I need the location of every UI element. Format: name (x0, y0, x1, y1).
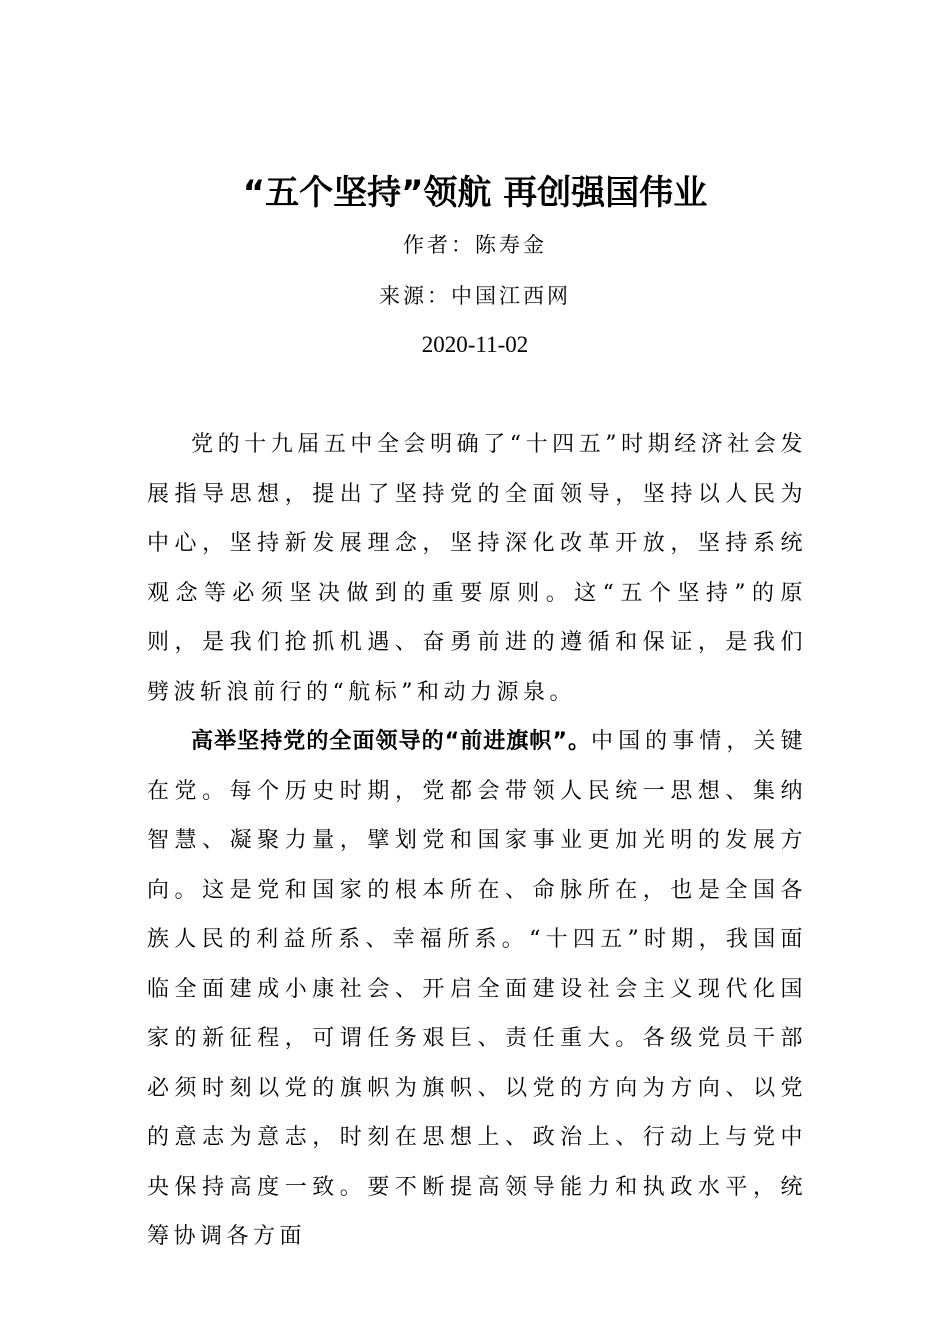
article-body (147, 420, 807, 1262)
paragraph-text: 党的十九届五中全会明确了“十四五”时期经济社会发展指导思想，提出了坚持党的全面领导，坚持以人民为中心，坚持新发展理念，坚持深化改革开放，坚持系统观念等必须坚决做到的重要原则。这“五个坚持”的原则，是我们抢抓机遇、奋勇前进的遵循和保证，是我们劈波斩浪前行的“航标”和动力源泉。 (147, 432, 807, 705)
article-source: 来源：中国江西网 (379, 284, 571, 308)
article-title: “五个坚持”领航 再创强国伟业 (242, 173, 708, 213)
paragraph-lead: 高举坚持党的全面领导的“前进旗帜”。 (191, 729, 592, 754)
paragraph-party-leadership (147, 717, 807, 1262)
paragraph-text: 中国的事情，关键在党。每个历史时期，党都会带领人民统一思想、集纳智慧、凝聚力量，擘划党和国家事业更加光明的发展方向。这是党和国家的根本所在、命脉所在，也是全国各族人民的利益所系、幸福所系。“十四五”时期，我国面临全面建成小康社会、开启全面建设社会主义现代化国家的新征程，可谓任务艰巨、责任重大。各级党员干部必须时刻以党的旗帜为旗帜、以党的方向为方向、以党的意志为意志，时刻在思想上、政治上、行动上与党中央保持高度一致。要不断提高领导能力和执政水平，统筹协调各方面 (147, 729, 807, 1249)
article-author: 作者：陈寿金 (403, 233, 547, 257)
paragraph-intro (147, 420, 807, 717)
article-date: 2020-11-02 (421, 332, 529, 357)
